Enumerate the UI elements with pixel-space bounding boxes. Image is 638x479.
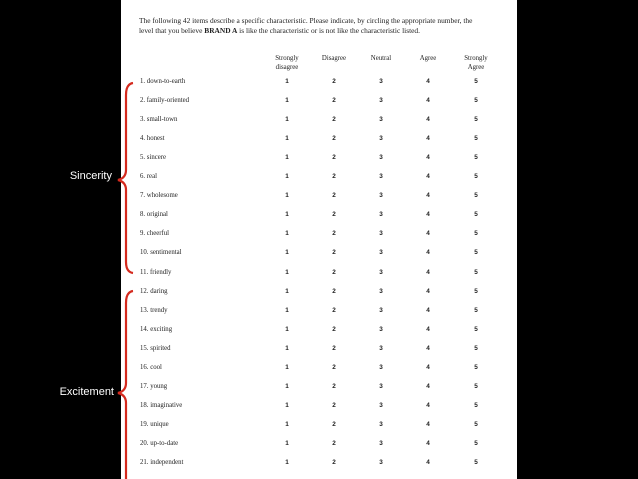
scale-header-line: disagree xyxy=(275,64,299,71)
rating-option-2[interactable]: 2 xyxy=(332,78,336,85)
survey-item-label: 15. spirited xyxy=(140,344,171,352)
instructions-line2-start: level that you believe xyxy=(139,26,205,35)
rating-option-2[interactable]: 2 xyxy=(332,420,336,428)
scale-header-line: Disagree xyxy=(321,55,347,62)
scale-header-line: Agree xyxy=(467,64,485,71)
survey-item-label: 14. exciting xyxy=(140,325,173,333)
rating-option-5[interactable]: 5 xyxy=(474,306,478,314)
survey-item-label: 21. independent xyxy=(140,459,184,466)
brand-name: BRAND A xyxy=(204,26,238,35)
rating-option-5[interactable]: 5 xyxy=(474,363,478,371)
rating-option-4[interactable]: 4 xyxy=(426,363,430,371)
rating-option-1[interactable]: 1 xyxy=(285,97,289,105)
rating-option-5[interactable]: 5 xyxy=(474,401,478,409)
rating-option-1[interactable]: 1 xyxy=(285,306,289,314)
rating-option-2[interactable]: 2 xyxy=(332,439,336,447)
rating-option-2[interactable]: 2 xyxy=(332,268,336,276)
rating-option-4[interactable]: 4 xyxy=(426,230,430,238)
scale-header-line: Neutral xyxy=(370,55,392,62)
rating-option-1[interactable]: 1 xyxy=(285,287,289,295)
rating-option-4[interactable]: 4 xyxy=(426,78,430,85)
rating-option-1[interactable]: 1 xyxy=(285,459,289,466)
rating-option-4[interactable]: 4 xyxy=(426,249,430,257)
survey-item-label: 16. cool xyxy=(140,363,162,371)
rating-option-5[interactable]: 5 xyxy=(474,97,478,105)
rating-option-4[interactable]: 4 xyxy=(426,344,430,352)
rating-option-2[interactable]: 2 xyxy=(332,116,336,124)
rating-option-1[interactable]: 1 xyxy=(285,211,289,219)
rating-option-2[interactable]: 2 xyxy=(332,249,336,257)
rating-option-4[interactable]: 4 xyxy=(426,192,430,200)
rating-option-4[interactable]: 4 xyxy=(426,154,430,162)
survey-item-label: 6. real xyxy=(140,173,157,181)
rating-option-2[interactable]: 2 xyxy=(332,211,336,219)
rating-option-4[interactable]: 4 xyxy=(426,439,430,447)
rating-option-2[interactable]: 2 xyxy=(332,230,336,238)
rating-option-3[interactable]: 3 xyxy=(379,116,383,124)
rating-option-2[interactable]: 2 xyxy=(332,192,336,200)
instructions-line2-end: is like the characteristic or is not like the characteristic listed. xyxy=(237,26,420,35)
rating-option-4[interactable]: 4 xyxy=(426,287,430,295)
rating-option-2[interactable]: 2 xyxy=(332,287,336,295)
rating-option-1[interactable]: 1 xyxy=(285,382,289,390)
rating-option-1[interactable]: 1 xyxy=(285,154,289,162)
survey-item-label: 10. sentimental xyxy=(140,249,182,257)
rating-option-5[interactable]: 5 xyxy=(474,135,478,143)
rating-option-3[interactable]: 3 xyxy=(379,173,383,181)
scale-header-line: Strongly xyxy=(464,55,488,62)
rating-option-5[interactable]: 5 xyxy=(474,268,478,276)
rating-option-3[interactable]: 3 xyxy=(379,306,383,314)
rating-option-3[interactable]: 3 xyxy=(379,97,383,105)
rating-option-5[interactable]: 5 xyxy=(474,344,478,352)
rating-option-1[interactable]: 1 xyxy=(285,230,289,238)
rating-option-4[interactable]: 4 xyxy=(426,420,430,428)
rating-option-4[interactable]: 4 xyxy=(426,401,430,409)
rating-option-4[interactable]: 4 xyxy=(426,116,430,124)
survey-item-label: 18. imaginative xyxy=(140,401,183,409)
rating-option-2[interactable]: 2 xyxy=(332,325,336,333)
sincerity-label: Sincerity xyxy=(69,170,112,182)
rating-option-1[interactable]: 1 xyxy=(285,344,289,352)
rating-option-3[interactable]: 3 xyxy=(379,192,383,200)
rating-option-1[interactable]: 1 xyxy=(285,249,289,257)
survey-item-label: 11. friendly xyxy=(140,268,172,276)
survey-item-label: 12. daring xyxy=(140,287,168,295)
rating-option-4[interactable]: 4 xyxy=(426,459,430,466)
rating-option-3[interactable]: 3 xyxy=(379,363,383,371)
rating-option-5[interactable]: 5 xyxy=(474,230,478,238)
rating-option-3[interactable]: 3 xyxy=(379,211,383,219)
rating-option-2[interactable]: 2 xyxy=(332,459,336,466)
rating-option-1[interactable]: 1 xyxy=(285,116,289,124)
survey-item-label: 9. cheerful xyxy=(140,230,170,238)
rating-option-5[interactable]: 5 xyxy=(474,173,478,181)
sincerity-brace xyxy=(118,83,133,273)
rating-option-4[interactable]: 4 xyxy=(426,135,430,143)
rating-option-5[interactable]: 5 xyxy=(474,420,478,428)
rating-option-1[interactable]: 1 xyxy=(285,401,289,409)
rating-option-3[interactable]: 3 xyxy=(379,78,383,85)
rating-option-5[interactable]: 5 xyxy=(474,382,478,390)
rating-option-1[interactable]: 1 xyxy=(285,192,289,200)
rating-option-2[interactable]: 2 xyxy=(332,363,336,371)
rating-option-2[interactable]: 2 xyxy=(332,173,336,181)
survey-item-label: 2. family-oriented xyxy=(140,97,190,105)
rating-option-2[interactable]: 2 xyxy=(332,306,336,314)
rating-option-1[interactable]: 1 xyxy=(285,135,289,143)
rating-option-5[interactable]: 5 xyxy=(474,325,478,333)
rating-option-3[interactable]: 3 xyxy=(379,382,383,390)
rating-option-1[interactable]: 1 xyxy=(285,173,289,181)
rating-option-4[interactable]: 4 xyxy=(426,211,430,219)
rating-option-1[interactable]: 1 xyxy=(285,325,289,333)
rating-option-3[interactable]: 3 xyxy=(379,268,383,276)
rating-option-5[interactable]: 5 xyxy=(474,78,478,85)
rating-option-3[interactable]: 3 xyxy=(379,135,383,143)
rating-option-5[interactable]: 5 xyxy=(474,287,478,295)
rating-option-4[interactable]: 4 xyxy=(426,382,430,390)
rating-option-3[interactable]: 3 xyxy=(379,439,383,447)
survey-item-label: 17. young xyxy=(140,382,168,390)
rating-option-5[interactable]: 5 xyxy=(474,192,478,200)
rating-option-2[interactable]: 2 xyxy=(332,135,336,143)
scale-header-line: Agree xyxy=(419,55,437,62)
instructions-line1: The following 42 items describe a specific characteristic. Please indicate, by circling the appropriate number, the xyxy=(139,16,473,25)
rating-option-2[interactable]: 2 xyxy=(332,344,336,352)
rating-option-3[interactable]: 3 xyxy=(379,325,383,333)
rating-option-2[interactable]: 2 xyxy=(332,401,336,409)
rating-option-3[interactable]: 3 xyxy=(379,459,383,466)
rating-option-1[interactable]: 1 xyxy=(285,439,289,447)
rating-option-5[interactable]: 5 xyxy=(474,249,478,257)
rating-option-4[interactable]: 4 xyxy=(426,268,430,276)
rating-option-3[interactable]: 3 xyxy=(379,249,383,257)
rating-option-3[interactable]: 3 xyxy=(379,287,383,295)
rating-option-2[interactable]: 2 xyxy=(332,382,336,390)
rating-option-1[interactable]: 1 xyxy=(285,268,289,276)
rating-option-1[interactable]: 1 xyxy=(285,78,289,85)
rating-option-5[interactable]: 5 xyxy=(474,116,478,124)
rating-option-2[interactable]: 2 xyxy=(332,154,336,162)
rating-option-1[interactable]: 1 xyxy=(285,420,289,428)
scale-header-line: Strongly xyxy=(275,55,299,62)
rating-option-5[interactable]: 5 xyxy=(474,439,478,447)
survey-item-label: 13. trendy xyxy=(140,306,168,314)
rating-option-2[interactable]: 2 xyxy=(332,97,336,105)
rating-option-3[interactable]: 3 xyxy=(379,230,383,238)
survey-item-label: 3. small-town xyxy=(140,116,178,124)
survey-item-label: 5. sincere xyxy=(140,154,167,162)
excitement-label: Excitement xyxy=(59,386,114,398)
rating-option-4[interactable]: 4 xyxy=(426,97,430,105)
survey-item-label: 7. wholesome xyxy=(140,192,178,200)
rating-option-4[interactable]: 4 xyxy=(426,306,430,314)
rating-option-3[interactable]: 3 xyxy=(379,420,383,428)
rating-option-3[interactable]: 3 xyxy=(379,344,383,352)
rating-option-5[interactable]: 5 xyxy=(474,154,478,162)
rating-option-4[interactable]: 4 xyxy=(426,173,430,181)
survey-item-label: 19. unique xyxy=(140,420,169,428)
rating-option-5[interactable]: 5 xyxy=(474,459,478,466)
survey-item-label: 1. down-to-earth xyxy=(140,78,186,85)
survey-item-label: 4. honest xyxy=(140,135,165,143)
excitement-brace xyxy=(118,291,133,479)
survey-item-label: 20. up-to-date xyxy=(140,439,179,447)
rating-option-3[interactable]: 3 xyxy=(379,401,383,409)
rating-option-4[interactable]: 4 xyxy=(426,325,430,333)
rating-option-5[interactable]: 5 xyxy=(474,211,478,219)
rating-option-1[interactable]: 1 xyxy=(285,363,289,371)
survey-item-label: 8. original xyxy=(140,211,168,219)
rating-option-3[interactable]: 3 xyxy=(379,154,383,162)
